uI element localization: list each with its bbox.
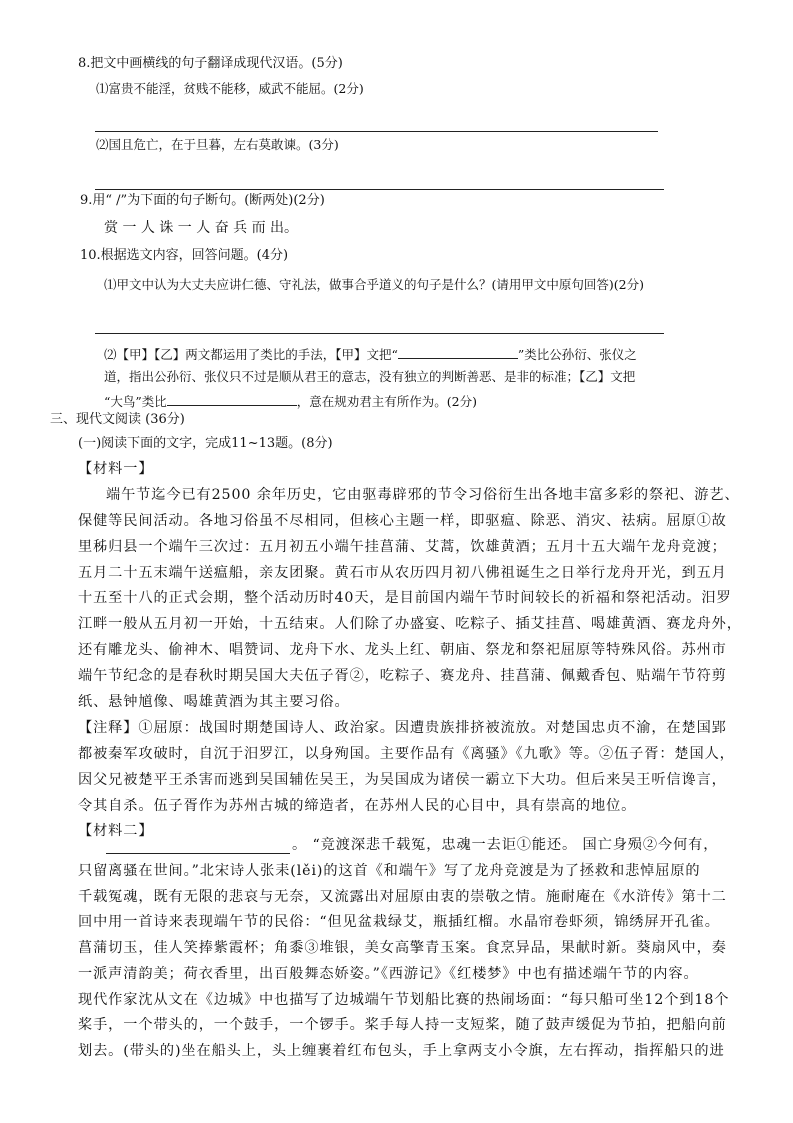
q8-title: 8.把文中画横线的句子翻译成现代汉语。(5分) <box>78 56 343 71</box>
q10-part2-text-b: ”类比公孙衍、张仪之 <box>517 347 637 362</box>
material1-line: 还有雕龙头、偷神木、唱赞词、龙舟下水、龙头上红、朝庙、祭龙和祭祀屈原等特殊风俗。苏州市 <box>78 642 727 658</box>
material1-line: 保健等民间活动。各地习俗虽不尽相同，但核心主题一样，即驱瘟、除恶、消灾、祛病。屈原①故 <box>78 513 727 529</box>
material1-line: 纸、悬钟馗像、喝雄黄酒为其主要习俗。 <box>78 694 350 710</box>
material2-line1-tail: 。 “竞渡深悲千载冤，忠魂一去讵①能还。 国亡身殒②今何有， <box>292 837 719 853</box>
q10-blank-2[interactable] <box>167 391 297 406</box>
notes-line: 因父兄被楚平王杀害而逃到吴国辅佐吴王，为吴国成为诸侯一霸立下大功。但后来吴王听信谗言， <box>78 772 727 788</box>
material1-line: 五月二十五末端午送瘟船，亲友团聚。黄石市从农历四月初八佛祖诞生之日举行龙舟开光，到五月 <box>78 565 727 581</box>
q8-part2-answer-line[interactable] <box>95 189 664 190</box>
q8-part1-answer-line[interactable] <box>95 131 658 132</box>
section3-title: 三、现代文阅读 (36分) <box>50 412 185 427</box>
q10-part2-line1 <box>104 344 637 364</box>
material2-line: 只留离骚在世间。”北宋诗人张耒(lěi)的这首《和端午》写了龙舟竞渡是为了拯救和悲悼屈原的 <box>78 863 701 879</box>
material2-line: 桨手，一个带头的，一个鼓手，一个锣手。桨手每人持一支短桨，随了鼓声缓促为节拍，把船向前 <box>78 1017 727 1033</box>
q8-part2: ⑵国且危亡，在于旦暮，左右莫敢谏。(3分) <box>96 137 339 152</box>
q10-title: 10.根据选文内容，回答问题。(4分) <box>80 248 289 263</box>
q10-part2-text-a: ⑵【甲】【乙】两文都运用了类比的手法，【甲】文把“ <box>104 347 398 362</box>
material1-line: 十五至十八的正式会期，整个活动历时40天，是目前国内端午节时间较长的祈福和祭祀活动。汨罗 <box>78 590 732 606</box>
material2-label: 【材料二】 <box>78 823 154 839</box>
q9-sentence: 赏 一 人 诛 一 人 奋 兵 而 出。 <box>104 220 299 236</box>
notes-line: 令其自杀。伍子胥作为苏州古城的缔造者，在苏州人民的心目中，具有崇高的地位。 <box>78 798 637 814</box>
material2-blank[interactable] <box>106 853 290 854</box>
material1-line: 里秭归县一个端午三次过：五月初五小端午挂菖蒲、艾蒿，饮雄黄酒；五月十五大端午龙舟竞渡； <box>78 539 727 555</box>
section3-sub1: (一)阅读下面的文字，完成11~13题。(8分) <box>78 436 333 451</box>
material1-line: 端午节纪念的是春秋时期吴国大夫伍子胥②，吃粽子、赛龙舟、挂菖蒲、佩戴香包、贴端午节符剪 <box>78 668 727 684</box>
q10-part2-text-d: “大鸟”类比 <box>104 394 167 409</box>
q10-part1-answer-line[interactable] <box>95 333 664 334</box>
q8-part1: ⑴富贵不能淫，贫贱不能移，威武不能屈。(2分) <box>96 81 364 96</box>
material1-line: 江畔一般从五月初一开始，十五结束。人们除了办盛宴、吃粽子、插艾挂菖、喝雄黄酒、赛龙舟外， <box>78 616 742 632</box>
q9-title: 9.用“ /”为下面的句子断句。(断两处)(2分) <box>80 193 325 208</box>
material2-line: 菖蒲切玉，佳人笑捧紫霞杯；角黍③堆银，美女高擎青玉案。食烹异品，果献时新。葵扇风中，奏 <box>78 940 727 956</box>
material1-line: 端午节迄今已有2500 余年历史，它由驱毒辟邪的节令习俗衍生出各地丰富多彩的祭祀、游艺、 <box>106 487 740 503</box>
material2-line: 一派声清韵美；荷衣香里，出百般舞态娇姿。”《西游记》《红楼梦》中也有描述端午节的内容。 <box>78 966 699 982</box>
material2-line: 现代作家沈从文在《边城》中也描写了边城端午节划船比赛的热闹场面：“每只船可坐12个到18个 <box>78 992 730 1008</box>
material2-line: 千载冤魂，既有无限的悲哀与无奈，又流露出对屈原由衷的崇敬之情。施耐庵在《水浒传》第十二 <box>78 889 727 905</box>
notes-line: 【注释】①屈原：战国时期楚国诗人、政治家。因遭贵族排挤被流放。对楚国忠贞不渝，在楚国郢 <box>78 720 727 736</box>
q10-part2-line2: 道，指出公孙衍、张仪只不过是顺从君王的意志，没有独立的判断善恶、是非的标准；【乙】文把 <box>104 369 636 384</box>
material2-line: 回中用一首诗来表现端午节的民俗：“但见盆栽绿艾，瓶插红榴。水晶帘卷虾须，锦绣屏开孔雀。 <box>78 914 720 930</box>
material1-label: 【材料一】 <box>78 461 154 477</box>
q10-part2-line3 <box>104 391 477 411</box>
notes-line: 都被秦军攻破时，自沉于汨罗江，以身殉国。主要作品有《离骚》《九歌》等。②伍子胥：楚国人， <box>78 746 735 762</box>
q10-part1: ⑴甲文中认为大丈夫应讲仁德、守礼法，做事合乎道义的句子是什么？(请用甲文中原句回答)(2分) <box>104 277 644 292</box>
q10-blank-1[interactable] <box>398 344 518 359</box>
material2-line: 划去。(带头的)坐在船头上，头上缠裹着红布包头，手上拿两支小令旗，左右挥动，指挥船只的进 <box>78 1043 725 1059</box>
q10-part2-text-e: ，意在规劝君主有所作为。(2分) <box>296 394 477 409</box>
